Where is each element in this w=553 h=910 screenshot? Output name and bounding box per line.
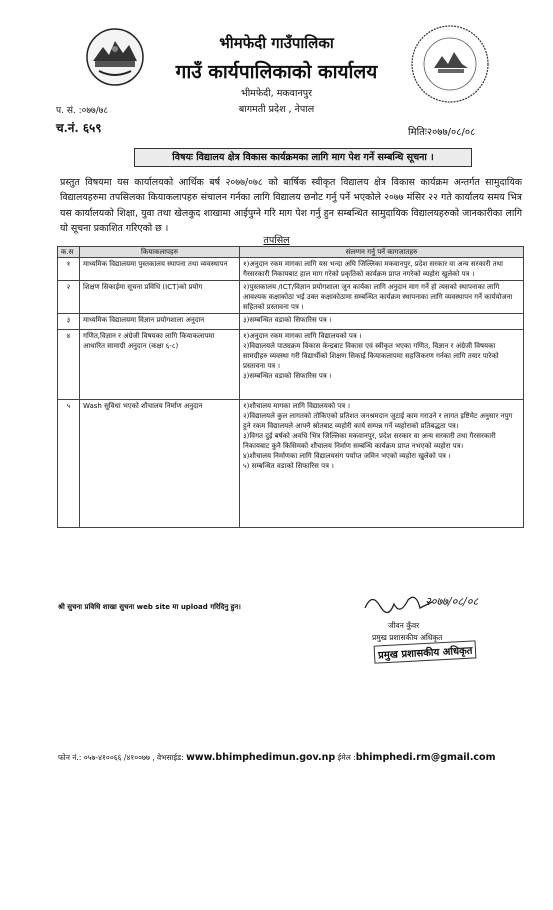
table-cell-activity: माध्यमिक विद्यालयमा विज्ञान प्रयोगशाला अनुदान [80, 314, 240, 330]
footer-email[interactable]: bhimphedi.rm@gmail.com [355, 752, 496, 763]
table-cell-docs: २)पुस्तकालय /ICT/विज्ञान प्रयोगशाला जुन कार्यका लागि अनुदान माग गर्ने हो त्यसको स्थापनाका लागि आवश्यक कक्षाकोठा भई उक्त कक्षाकोठामा सम्बन्धित कार्यक्रम स्थापनाका लागि व्यवस्थापन गर्ने कार्ययोजना सहितको प्रस्तावना पत्र । [240, 281, 524, 314]
footer-contact [58, 752, 495, 763]
municipality-name: भीमफेदी गाउँपालिका [219, 34, 334, 52]
table-cell-sn: ४ [58, 330, 80, 400]
province: बागमती प्रदेश , नेपाल [238, 104, 315, 115]
upload-note: श्री सुचना प्रविधि शाखा सुचना web site मा upload गरिदिनु हुन। [58, 603, 241, 611]
table-cell-sn: १ [58, 258, 80, 281]
signatory-title: प्रमुख प्रशासकीय अधिकृत [372, 633, 443, 642]
chalani-number: च.नं. ६५९ [56, 121, 102, 135]
footer-website[interactable]: www.bhimphedimun.gov.np [186, 752, 336, 763]
activities-table [57, 246, 524, 528]
notice-date: मितिः२०७७/०८/०८ [408, 127, 476, 138]
table-row [58, 281, 524, 314]
table-cell-docs: १)अनुदान रकम मागका लागि विद्यालयको पत्र । २)विद्यालयले पाठ्यक्रम विकास केन्द्रबाट विकास एवं स्वीकृत भएका गणित, विज्ञान र अंग्रेजी विषयका सामग्रीहरु व्यवस्था गरी विद्यार्थीको शिक्षण सिकाई कियाकलापमा सहजिकरण गर्नका लागि तयार पारेको प्रस्तावना पत्र । ३)सम्बन्धित वडाको सिफारिस पत्र । [240, 330, 524, 400]
footer-phone: फोन नं.: ०५७-४१००६६ /४१००७७ , वेभसाईड: [58, 753, 184, 762]
tapasil-heading: तपसिल [263, 235, 290, 246]
table-cell-sn: ५ [58, 400, 80, 528]
table-header: कियाकलापहरु [80, 247, 240, 258]
table-cell-sn: २ [58, 281, 80, 314]
table-row [58, 314, 524, 330]
signature-date: २०७७/०८/०८ [425, 595, 479, 608]
signatory-stamp: प्रमुख प्रशासकीय अधिकृत [374, 640, 477, 663]
table-header: क.स [58, 247, 80, 258]
table-header-row [58, 247, 524, 258]
table-cell-activity: माध्यमिक विद्यालयमा पुस्तकालय स्थापना तथा व्यवस्थापन [80, 258, 240, 281]
table-cell-docs: ३)सम्बन्धित वडाको सिफारिस पत्र । [240, 314, 524, 330]
table-cell-sn: ३ [58, 314, 80, 330]
table-row [58, 258, 524, 281]
subject-line: विषयः विद्यालय क्षेत्र विकास कार्यक्रमका लागि माग पेश गर्ने सम्बन्धि सूचना । [134, 148, 472, 167]
table-cell-docs: १)शौचालय मागका लागि विद्यालयको पत्र । २)विद्यालयले कुल लागतको तोकिएको प्रतिशत जनश्रमदान जुटाई काम गराउने र लागत इष्टिमेट अनुसार नपुग हुने रकम विद्यालयले आफ्नै स्रोतबाट व्यहोरी कार्य सम्पन्न गर्ने व्यहोराको प्रतिबद्धता पत्र। ३)विगत दुई बर्षको अवधि भित्र जिल्लिका मकवानपुर, प्रदेश सरकार वा अन्य सरकारी तथा गैरसरकारी निकायबाट कुनै किसिमको शौचालय निर्माण सम्बन्धि कार्यक्रम प्राप्त नभएको व्यहोरा पत्र। ४)शौचालय निर्माणका लागि विद्यालयसंग पर्याप्त जमिन भएको व्यहोरा खुलेको पत्र । ५) सम्बन्धित वडाको सिफारिस पत्र । [240, 400, 524, 528]
notice-body: प्रस्तुत विषयमा यस कार्यालयको आर्थिक बर्ष २०७७/०७८ को बार्षिक स्वीकृत विद्यालय क्षेत्र विकास कार्यक्रम अन्तर्गत सामुदायिक विद्यालयहरुमा तपसिलका कियाकलापहरु संचालन गर्नका लागि विद्यालय छनोट गर्नु पर्ने भएकोले २०७७ मंसिर २२ गते कार्यालय समय भित्र यस कार्यालयको शिक्षा, युवा तथा खेलकुद शाखामा आईपुग्ने गरि माग पेश गर्नु हुन सम्बन्धित सामुदायिक विद्यालयहरुको जानकारीका लागि यो सूचना प्रकाशित गरिएको छ । [60, 177, 522, 235]
table-row [58, 400, 524, 528]
table-cell-activity: Wash सुविधा भएको शौचालय निर्माण अनुदान [80, 400, 240, 528]
footer-email-label: ईमेल : [337, 753, 356, 762]
signatory-name: जीवन कुँवर [388, 621, 420, 630]
table-cell-docs: १)अनुदान रकम मागका लागि यस भन्दा अघि जिल्लिका मकवानपुर, प्रदेश सरकार वा अन्य सरकारी तथा गैरसरकारी निकायबाट हाल माग गरेको प्रकृतिको कार्यक्रम प्राप्त नगरेको व्यहोरा खुलेको पत्र । [240, 258, 524, 281]
office-name: गाउँ कार्यपालिकाको कार्यालय [175, 61, 378, 83]
table-row [58, 330, 524, 400]
table-cell-activity: गणित,विज्ञान र अंग्रेजी विषयका लागि कियाकलापमा आधारित सामाग्री अनुदान (कक्षा ६-८) [80, 330, 240, 400]
address: भीमफेदी, मकवानपुर [241, 88, 312, 99]
table-header: संलग्गन गर्नु पर्ने कागजातहरु [240, 247, 524, 258]
table-cell-activity: शिक्षण सिकाईमा सूचना प्रविधि (ICT)को प्रयोग [80, 281, 240, 314]
fiscal-year-ref: प. सं. :०७७/७८ [56, 106, 109, 116]
